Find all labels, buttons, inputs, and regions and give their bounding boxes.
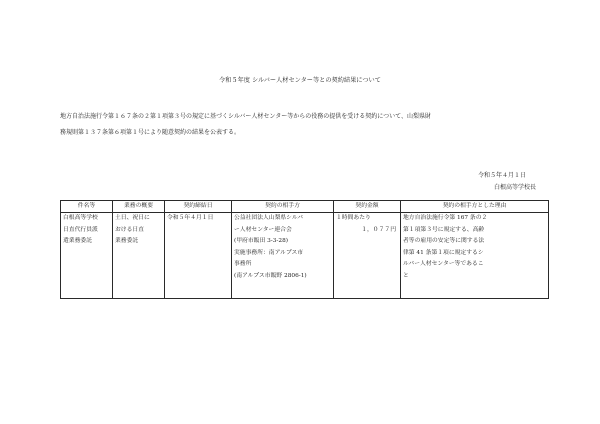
summary-line: 業務委託 bbox=[115, 238, 139, 244]
intro-line: 務規則第１３７条第６項第１号により随意契約の結果を公表する。 bbox=[60, 129, 241, 136]
page-title: 令和５年度 シルバー人材センター等との契約結果について bbox=[219, 77, 381, 84]
contract-results-table bbox=[60, 200, 549, 299]
cell-amount bbox=[334, 213, 401, 299]
reason-line: と bbox=[403, 272, 409, 279]
contract-date-value: 令和５年４月１日 bbox=[167, 215, 214, 221]
cell-contract-date bbox=[165, 213, 232, 299]
reason-line: 者等の雇用の安定等に関する法 bbox=[403, 238, 485, 244]
issuer-name: 白根高等学校長 bbox=[493, 184, 536, 191]
counterparty-line: 公益社団法人山梨県シルバ bbox=[234, 215, 304, 221]
reason-line: 第１項第３号に規定する、高齢 bbox=[403, 226, 485, 233]
cell-summary bbox=[113, 213, 165, 299]
counterparty-line: 実施事務所：南アルプス市 bbox=[234, 249, 304, 256]
counterparty-line: 事務所 bbox=[234, 261, 252, 267]
subject-line: 日直代行員派 bbox=[63, 226, 98, 233]
cell-reason bbox=[401, 213, 549, 299]
reason-line: ルバー人材センター等であるこ bbox=[403, 261, 484, 267]
counterparty-line: (甲府市飯田 3-3-28) bbox=[234, 238, 289, 244]
intro-paragraph bbox=[60, 109, 550, 141]
summary-line: おける日直 bbox=[115, 226, 144, 233]
header-reason: 契約の相手方とした理由 bbox=[401, 201, 549, 213]
amount-value: １，０７７円 bbox=[361, 226, 396, 233]
header-summary: 業務の概要 bbox=[113, 201, 165, 213]
table-header-row bbox=[61, 201, 549, 213]
reason-line: 律第 41 条第１項に規定するシ bbox=[403, 249, 484, 256]
amount-label: １時間あたり bbox=[336, 215, 371, 221]
publication-date: 令和５年４月１日 bbox=[477, 172, 526, 179]
cell-subject bbox=[61, 213, 113, 299]
header-amount: 契約金額 bbox=[334, 201, 401, 213]
subject-line: 白根高等学校 bbox=[63, 215, 98, 221]
header-contract-date: 契約締結日 bbox=[165, 201, 232, 213]
table-row bbox=[61, 213, 549, 299]
summary-line: 土日、祝日に bbox=[115, 215, 150, 221]
reason-line: 地方自治法施行令第 167 条の２ bbox=[403, 215, 488, 221]
counterparty-line: (南アルプス市飯野 2806-1) bbox=[234, 272, 307, 279]
header-counterparty: 契約の相手方 bbox=[232, 201, 334, 213]
subject-line: 遣業務委託 bbox=[63, 238, 92, 244]
counterparty-line: ー人材センター連合会 bbox=[234, 226, 292, 233]
header-subject: 件名等 bbox=[61, 201, 113, 213]
cell-counterparty bbox=[232, 213, 334, 299]
intro-line: 地方自治法施行令第１６７条の２第１項第３号の規定に基づくシルバー人材センター等からの役務の提供を受ける契約について、山梨県財 bbox=[60, 113, 431, 120]
